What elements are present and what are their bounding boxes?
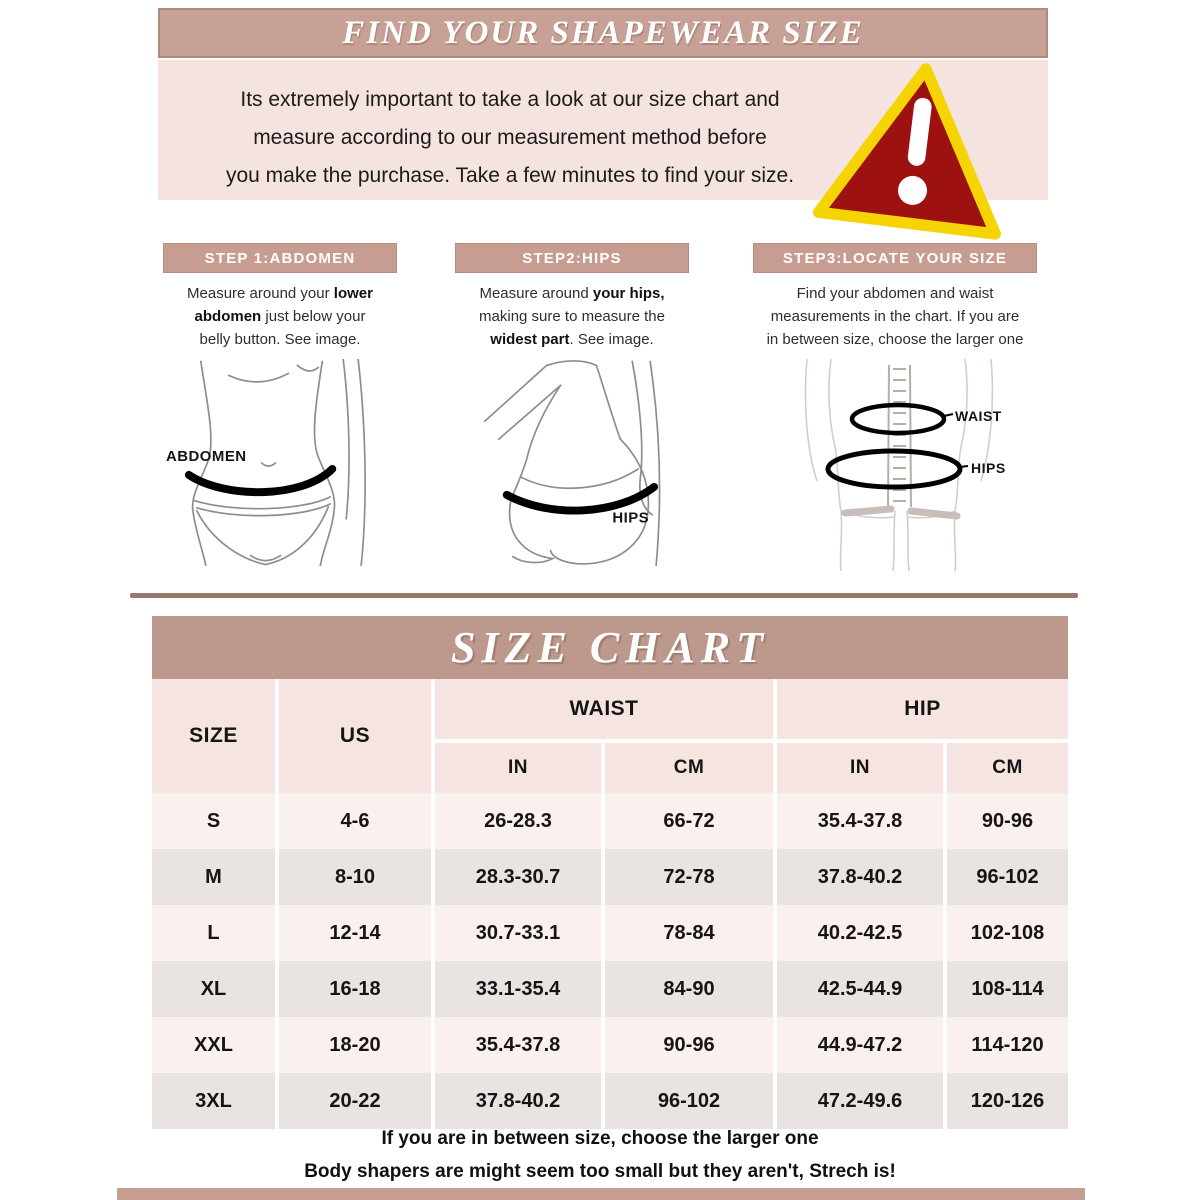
col-header-size: SIZE <box>152 679 277 793</box>
step-2-text <box>455 282 689 351</box>
footer-note-2: Body shapers are might seem too small but they aren't, Strech is! <box>304 1161 896 1182</box>
text-line: Its extremely important to take a look at our size chart and <box>240 88 780 111</box>
col-header-hip-cm: CM <box>945 741 1068 793</box>
text-line: widest part. See image. <box>490 331 654 348</box>
waist-label: WAIST <box>955 408 1002 424</box>
hips-label: HIPS <box>612 509 650 527</box>
table-cell: XL <box>152 961 277 1017</box>
warning-icon <box>806 49 1024 250</box>
table-cell: 35.4-37.8 <box>433 1017 603 1073</box>
table-row <box>152 961 1068 1017</box>
table-row <box>152 905 1068 961</box>
step-1-text <box>163 282 397 351</box>
measure-figure <box>767 359 1037 571</box>
text-line: Find your abdomen and waist <box>796 285 994 302</box>
text-line: Measure around your lower <box>187 285 373 302</box>
col-header-waist: WAIST <box>433 679 775 741</box>
table-row <box>152 849 1068 905</box>
table-cell: 120-126 <box>945 1073 1068 1129</box>
table-cell: 4-6 <box>277 793 433 849</box>
table-cell: 20-22 <box>277 1073 433 1129</box>
table-cell: 66-72 <box>603 793 775 849</box>
table-cell: 40.2-42.5 <box>775 905 945 961</box>
text-line: measure according to our measurement method before <box>253 126 767 149</box>
text-line: Measure around your hips, <box>479 285 665 302</box>
size-chart-title: SIZE CHART <box>451 623 769 672</box>
table-cell: 12-14 <box>277 905 433 961</box>
table-cell: 18-20 <box>277 1017 433 1073</box>
table-cell: 35.4-37.8 <box>775 793 945 849</box>
abdomen-figure <box>163 359 397 566</box>
table-cell: M <box>152 849 277 905</box>
table-cell: 8-10 <box>277 849 433 905</box>
table-cell: 102-108 <box>945 905 1068 961</box>
table-cell: 96-102 <box>945 849 1068 905</box>
size-chart-table <box>152 679 1068 1129</box>
table-cell: 3XL <box>152 1073 277 1129</box>
table-cell: L <box>152 905 277 961</box>
step-2-hips <box>455 243 689 571</box>
table-cell: 108-114 <box>945 961 1068 1017</box>
page-title: FIND YOUR SHAPEWEAR SIZE <box>342 14 864 51</box>
hips2-label: HIPS <box>971 460 1006 476</box>
table-cell: 114-120 <box>945 1017 1068 1073</box>
bottom-band <box>117 1188 1085 1200</box>
table-cell: S <box>152 793 277 849</box>
col-header-waist-in: IN <box>433 741 603 793</box>
table-cell: 30.7-33.1 <box>433 905 603 961</box>
table-cell: 44.9-47.2 <box>775 1017 945 1073</box>
size-chart-rows <box>152 793 1068 1129</box>
col-header-hip-in: IN <box>775 741 945 793</box>
table-cell: 90-96 <box>603 1017 775 1073</box>
table-cell: 90-96 <box>945 793 1068 849</box>
table-row <box>152 1017 1068 1073</box>
hips-figure <box>455 359 689 566</box>
text-line: belly button. See image. <box>199 331 361 348</box>
table-cell: 72-78 <box>603 849 775 905</box>
text-line: you make the purchase. Take a few minutes to find your size. <box>225 164 795 187</box>
table-cell: 28.3-30.7 <box>433 849 603 905</box>
table-row <box>152 793 1068 849</box>
step-2-header-bar: STEP2:HIPS <box>455 243 689 273</box>
text-line: making sure to measure the <box>479 308 665 325</box>
table-cell: XXL <box>152 1017 277 1073</box>
table-row <box>152 1073 1068 1129</box>
col-header-us: US <box>277 679 433 793</box>
step-3-header-bar: STEP3:LOCATE YOUR SIZE <box>753 243 1037 273</box>
section-divider <box>130 593 1078 598</box>
abdomen-label: ABDOMEN <box>165 448 247 466</box>
col-header-waist-cm: CM <box>603 741 775 793</box>
text-line: abdomen just below your <box>194 308 366 325</box>
table-cell: 16-18 <box>277 961 433 1017</box>
step-1-header-bar: STEP 1:ABDOMEN <box>163 243 397 273</box>
size-chart-band <box>152 616 1068 679</box>
step-3-locate-size <box>753 243 1037 576</box>
table-cell: 78-84 <box>603 905 775 961</box>
table-cell: 37.8-40.2 <box>775 849 945 905</box>
col-header-hip: HIP <box>775 679 1068 741</box>
table-cell: 84-90 <box>603 961 775 1017</box>
table-cell: 42.5-44.9 <box>775 961 945 1017</box>
step-3-text <box>753 282 1037 351</box>
table-cell: 26-28.3 <box>433 793 603 849</box>
table-cell: 96-102 <box>603 1073 775 1129</box>
intro-text <box>180 81 840 195</box>
intro-panel <box>158 60 1048 200</box>
table-cell: 37.8-40.2 <box>433 1073 603 1129</box>
header-band <box>158 8 1048 58</box>
step-1-abdomen <box>163 243 397 571</box>
footer-note-1: If you are in between size, choose the larger one <box>381 1128 819 1149</box>
table-cell: 47.2-49.6 <box>775 1073 945 1129</box>
text-line: in between size, choose the larger one <box>766 331 1024 348</box>
table-cell: 33.1-35.4 <box>433 961 603 1017</box>
text-line: measurements in the chart. If you are <box>770 308 1020 325</box>
